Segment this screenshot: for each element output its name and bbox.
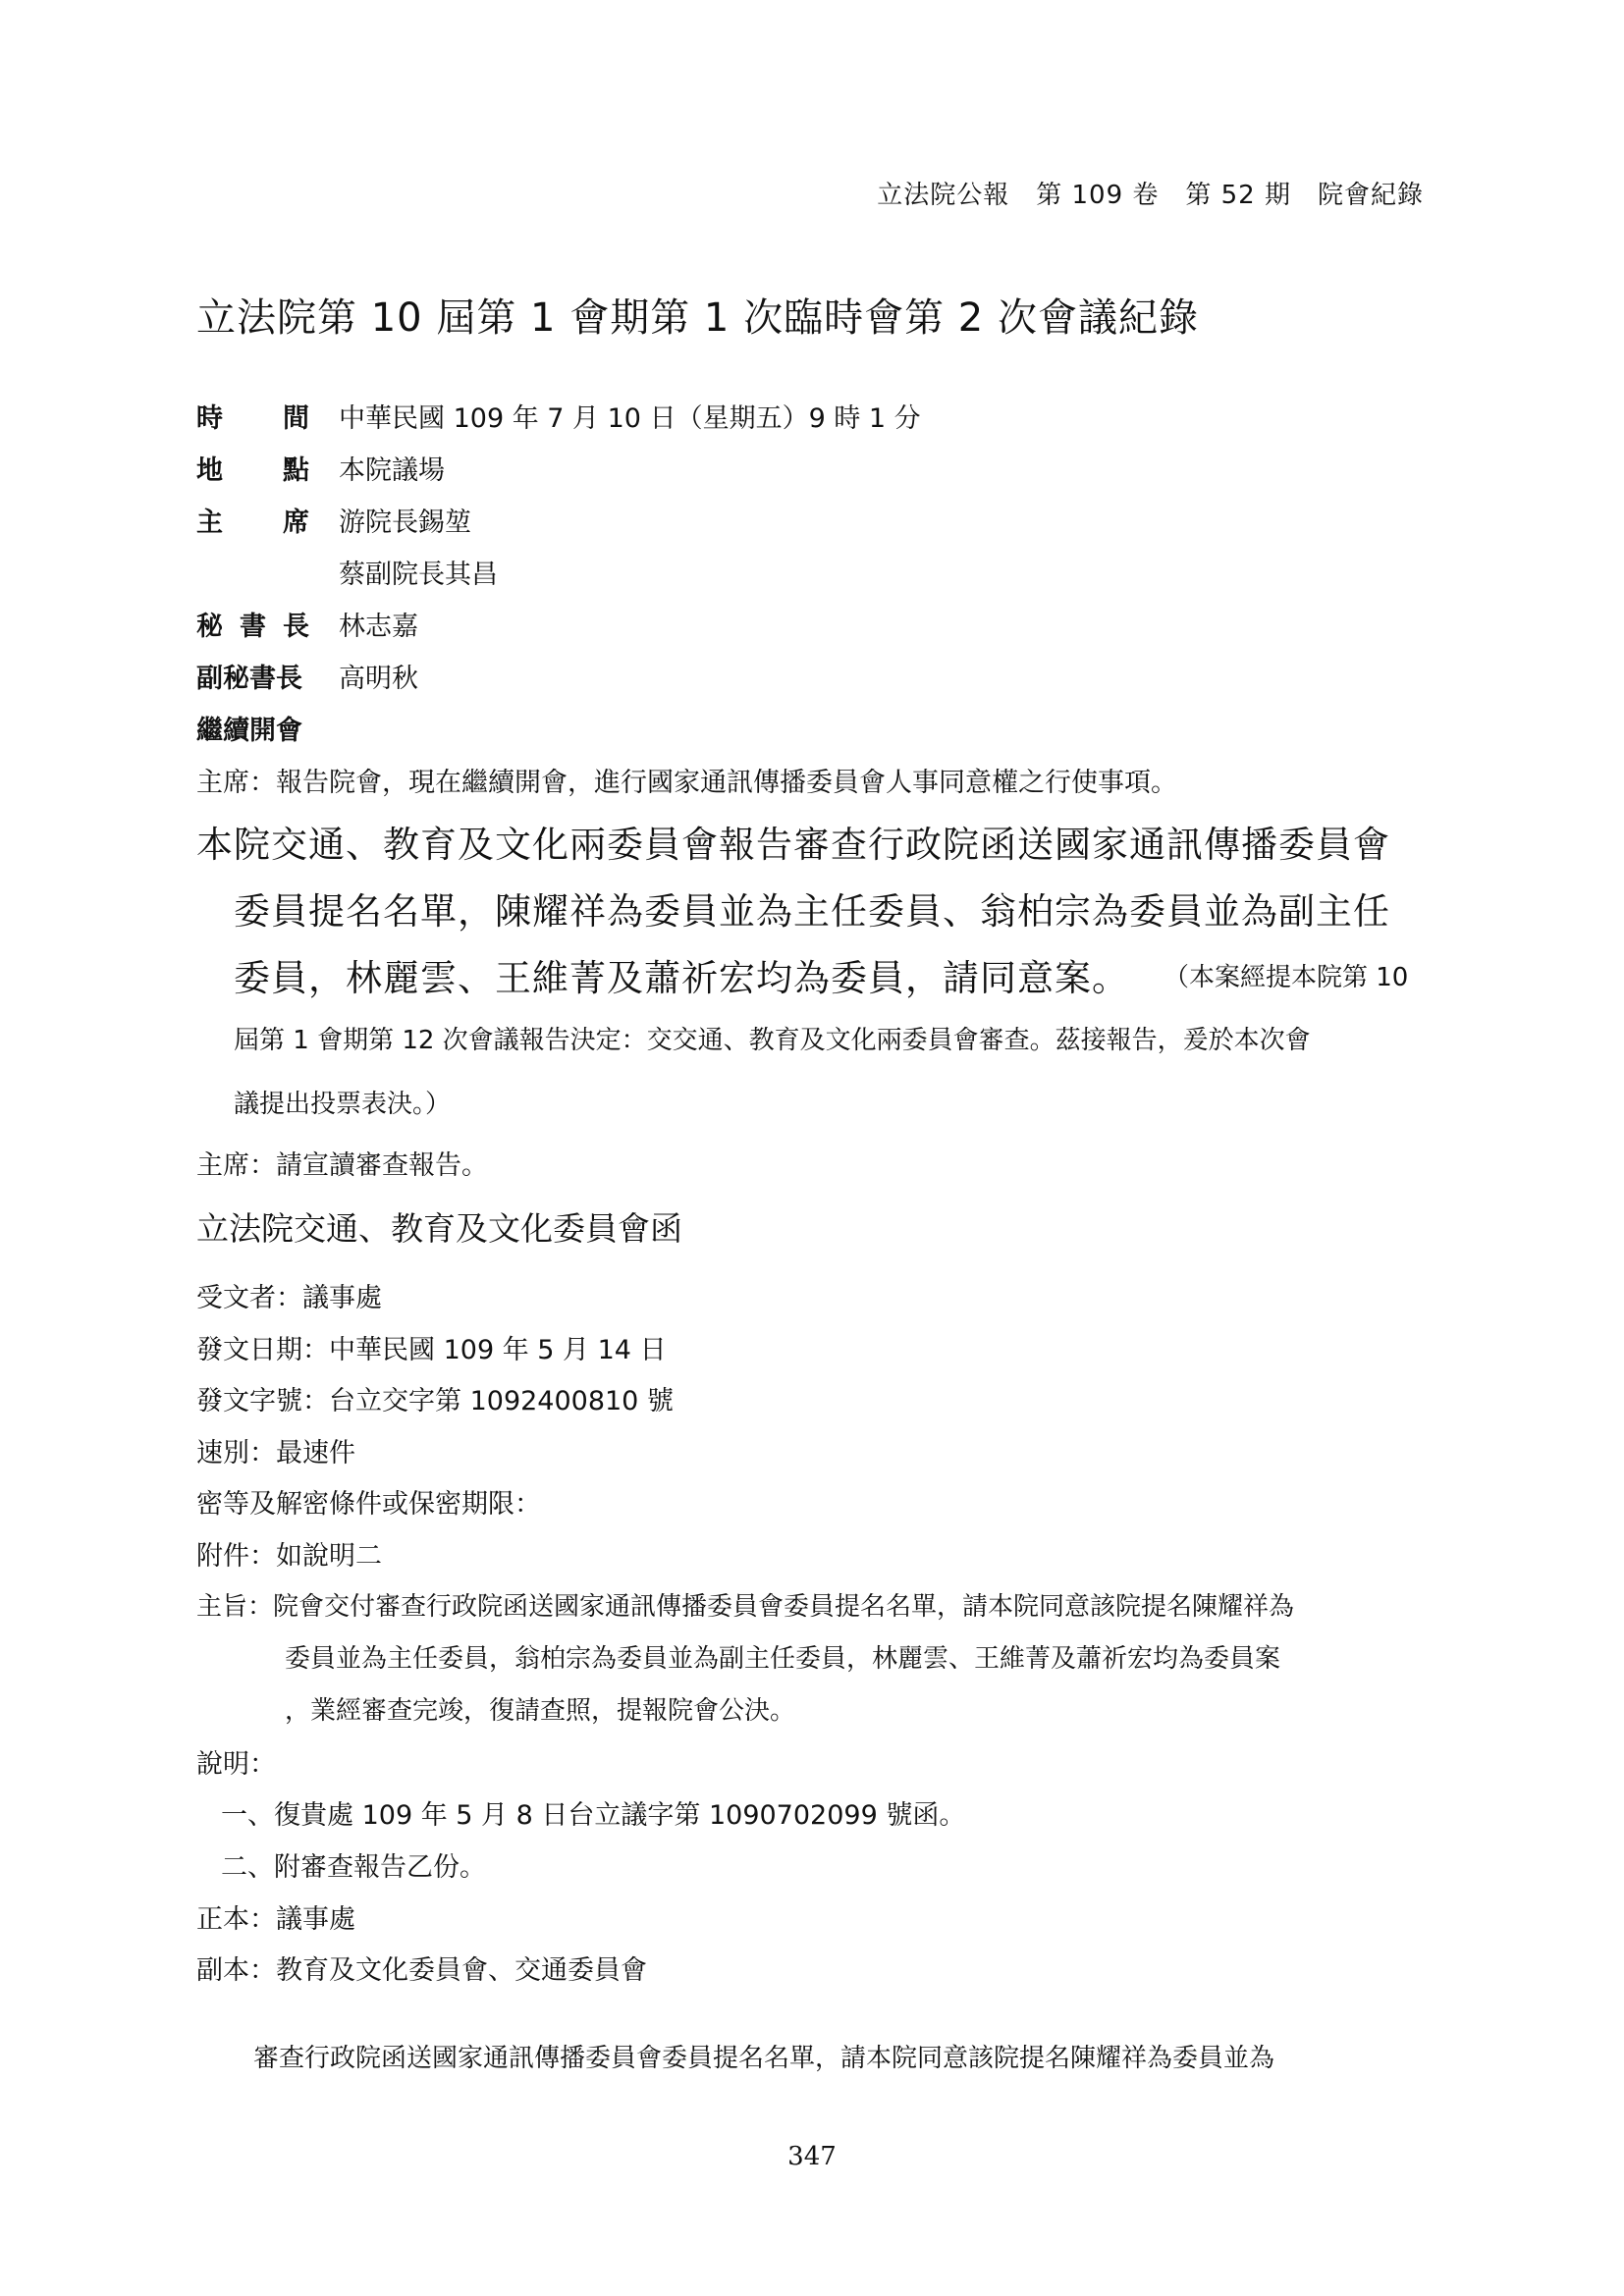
secretary-general-value: 林志嘉: [339, 612, 418, 642]
case-note-line-1: （本案經提本院第 10: [1164, 963, 1409, 992]
chair-value: 游院長錫堃: [339, 507, 471, 538]
place-label: 地 點: [196, 455, 309, 486]
bulletin-header: 立法院公報 第 109 卷 第 52 期 院會紀錄: [877, 181, 1424, 210]
deputy-secretary-label: 副秘書長: [196, 664, 302, 694]
case-title-line-2: 委員提名名單，陳耀祥為委員並為主任委員、翁柏宗為委員並為副主任: [234, 890, 1390, 933]
letter-explain-label: 說明：: [196, 1749, 276, 1780]
letter-attachment: 附件：如說明二: [196, 1541, 382, 1572]
chair-label: 主 席: [196, 507, 309, 538]
letter-explain-item: 二、附審查報告乙份。: [221, 1852, 486, 1883]
letter-number: 發文字號：台立交字第 1092400810 號: [196, 1386, 674, 1416]
vice-chair-value: 蔡副院長其昌: [339, 560, 498, 590]
case-note-line-2: 屆第 1 會期第 12 次會議報告決定：交交通、教育及文化兩委員會審查。茲接報告，爰於本次會: [234, 1026, 1311, 1055]
letter-copy: 副本：教育及文化委員會、交通委員會: [196, 1955, 647, 1986]
place-value: 本院議場: [339, 455, 445, 486]
time-label: 時 間: [196, 403, 309, 434]
case-note-line-3: 議提出投票表決。）: [234, 1090, 452, 1119]
letter-subject-line-2: 委員並為主任委員，翁柏宗為委員並為副主任委員，林麗雲、王維菁及蕭祈宏均為委員案: [285, 1644, 1281, 1674]
letter-date: 發文日期：中華民國 109 年 5 月 14 日: [196, 1335, 667, 1365]
letter-subject-line-1: 主旨：院會交付審查行政院函送國家通訊傳播委員會委員提名名單，請本院同意該院提名陳耀祥為: [196, 1592, 1295, 1622]
chair-statement-1: 主席：報告院會，現在繼續開會，進行國家通訊傳播委員會人事同意權之行使事項。: [196, 768, 1177, 798]
letter-secrecy: 密等及解密條件或保密期限：: [196, 1489, 541, 1520]
time-value: 中華民國 109 年 7 月 10 日（星期五）9 時 1 分: [339, 403, 921, 434]
case-title-line-1: 本院交通、教育及文化兩委員會報告審查行政院函送國家通訊傳播委員會: [196, 824, 1390, 866]
letter-original: 正本：議事處: [196, 1904, 355, 1935]
letter-speed: 速別：最速件: [196, 1438, 355, 1468]
page-number: 347: [787, 2142, 837, 2171]
resume-heading: 繼續開會: [196, 716, 302, 746]
report-start-line: 審查行政院函送國家通訊傳播委員會委員提名名單，請本院同意該院提名陳耀祥為委員並為: [253, 2044, 1275, 2073]
deputy-secretary-value: 高明秋: [339, 664, 418, 694]
letter-subject-line-3: ，業經審查完竣，復請查照，提報院會公決。: [285, 1696, 796, 1726]
letter-title: 立法院交通、教育及文化委員會函: [196, 1209, 682, 1248]
chair-statement-2: 主席：請宣讀審查報告。: [196, 1150, 488, 1181]
letter-explain-item: 一、復貴處 109 年 5 月 8 日台立議字第 1090702099 號函。: [221, 1800, 966, 1831]
secretary-general-label: 秘 書 長: [196, 612, 309, 642]
page-title: 立法院第 10 屆第 1 會期第 1 次臨時會第 2 次會議紀錄: [196, 295, 1199, 341]
case-title-line-3: 委員，林麗雲、王維菁及蕭祈宏均為委員，請同意案。: [234, 957, 1129, 999]
letter-recipient: 受文者：議事處: [196, 1283, 382, 1313]
